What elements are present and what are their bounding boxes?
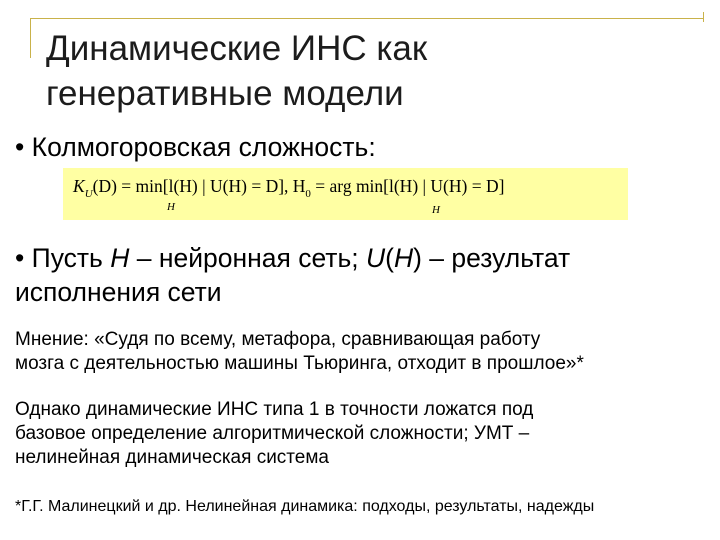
bullet-marker: • — [15, 243, 25, 273]
however-line-2: базовое определение алгоритмической сложности; УМТ – — [15, 423, 530, 444]
footnote: *Г.Г. Малинецкий и др. Нелинейная динамика: подходы, результаты, надежды — [15, 498, 595, 515]
formula-k-subscript: U — [84, 188, 93, 200]
symbol-h-2: H — [393, 243, 414, 273]
formula-part-1: (D) = min[l(H) | U(H) = D], H — [92, 176, 306, 196]
title-top-rule — [30, 18, 704, 19]
bullet-kolmogorov-text: Колмогоровская сложность: — [31, 132, 376, 162]
formula-part-2: = arg min[l(H) | U(H) = D] — [310, 176, 505, 196]
formula-h-subscript: 0 — [305, 188, 311, 200]
however-paragraph — [15, 398, 710, 470]
title-rule-end-tick — [703, 12, 704, 22]
slide-title-line-1: Динамические ИНС как — [46, 29, 428, 68]
slide-title — [46, 26, 686, 116]
bullet-network-text-b: – нейронная сеть; — [129, 243, 366, 273]
kolmogorov-formula-graphic — [63, 168, 628, 220]
bullet-marker: • — [15, 132, 25, 162]
bullet-kolmogorov — [15, 130, 376, 164]
svg-text:KU(D) = min[l(H) | U(H) = D], — [72, 176, 504, 200]
formula-k: K — [73, 176, 85, 196]
bullet-network-line-2: исполнения сети — [15, 277, 222, 307]
slide-title-line-2: генеративные модели — [46, 74, 404, 113]
title-left-rule — [30, 18, 31, 58]
opinion-line-1: Мнение: «Судя по всему, метафора, сравнивающая работу — [15, 329, 541, 350]
opinion-line-2: мозга с деятельностью машины Тьюринга, отходит в прошлое»* — [15, 353, 584, 374]
symbol-h: H — [110, 243, 130, 273]
kolmogorov-formula — [63, 168, 628, 220]
opinion-quote — [15, 328, 710, 376]
bullet-network-text-a: Пусть — [31, 243, 111, 273]
formula-min-under-2: H — [432, 204, 440, 216]
symbol-u: U — [365, 243, 386, 273]
however-line-3: нелинейная динамическая система — [15, 447, 329, 468]
bullet-network — [15, 241, 715, 309]
formula-min-under-1: H — [167, 201, 175, 213]
however-line-1: Однако динамические ИНС типа 1 в точности ложатся под — [15, 399, 534, 420]
bullet-network-text-d: ) – результат — [413, 243, 571, 273]
bullet-network-text-c: ( — [385, 243, 394, 273]
